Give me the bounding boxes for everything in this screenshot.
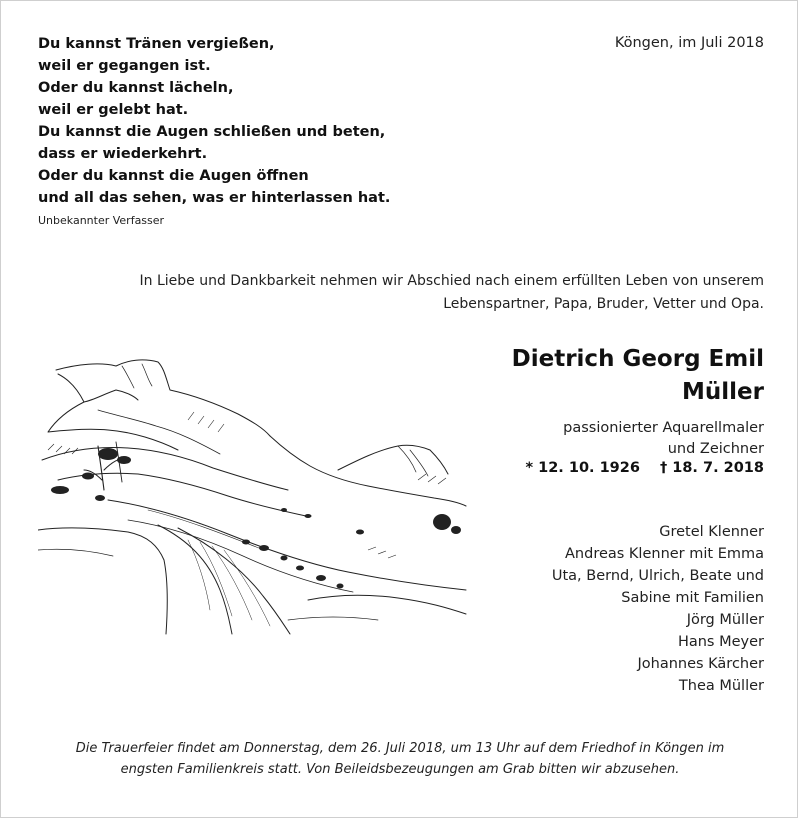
poem-line: dass er wiederkehrt. <box>38 146 208 162</box>
deceased-surname: Müller <box>682 379 764 405</box>
poem <box>38 33 418 209</box>
poem-line: Oder du kannst lächeln, <box>38 80 234 96</box>
death-date: † 18. 7. 2018 <box>659 460 764 476</box>
deceased-name-line: Dietrich Georg Emil <box>511 346 764 372</box>
poem-line: und all das sehen, was er hinterlassen hat. <box>38 190 391 206</box>
mourner: Thea Müller <box>678 678 764 694</box>
mourner: Jörg Müller <box>686 612 764 628</box>
place-date: Köngen, im Juli 2018 <box>614 35 764 51</box>
intro-line: Lebenspartner, Papa, Bruder, Vetter und Opa. <box>443 296 764 312</box>
poem-line: Oder du kannst die Augen öffnen <box>38 168 309 184</box>
poem-line: Du kannst Tränen vergießen, <box>38 36 275 52</box>
profession-line: passionierter Aquarellmaler <box>563 420 764 436</box>
mourners-list <box>464 521 764 697</box>
life-dates <box>525 460 764 476</box>
mourner: Hans Meyer <box>677 634 764 650</box>
poem-author: Unbekannter Verfasser <box>38 214 165 227</box>
poem-line: weil er gelebt hat. <box>38 102 189 118</box>
poem-line: Du kannst die Augen schließen und beten, <box>38 124 386 140</box>
mourner: Gretel Klenner <box>659 524 764 540</box>
deceased-name <box>512 343 764 409</box>
profession-line: und Zeichner <box>667 441 764 457</box>
funeral-line: Die Trauerfeier findet am Donnerstag, dem 26. Juli 2018, um 13 Uhr auf dem Friedhof in Köngen im <box>75 741 725 756</box>
mourner: Sabine mit Familien <box>621 590 764 606</box>
mourner: Uta, Bernd, Ulrich, Beate und <box>551 568 764 584</box>
intro-text <box>44 270 764 316</box>
landscape-sketch-icon <box>38 350 468 635</box>
mourner: Andreas Klenner mit Emma <box>565 546 764 562</box>
funeral-line: engsten Familienkreis statt. Von Beileidsbezeugungen am Grab bitten wir abzusehen. <box>120 762 680 777</box>
mourner: Johannes Kärcher <box>637 656 764 672</box>
deceased-profession <box>504 418 764 460</box>
intro-line: In Liebe und Dankbarkeit nehmen wir Abschied nach einem erfüllten Leben von unserem <box>139 273 764 289</box>
funeral-info <box>20 738 780 780</box>
poem-line: weil er gegangen ist. <box>38 58 211 74</box>
birth-date: * 12. 10. 1926 <box>525 460 640 476</box>
